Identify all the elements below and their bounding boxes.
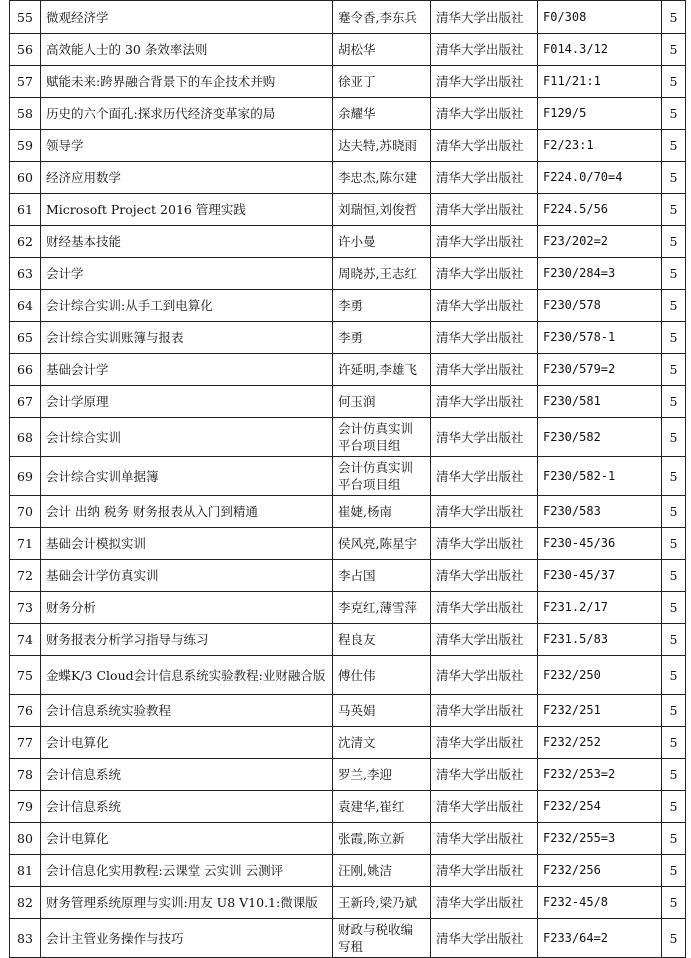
quantity: 5 bbox=[662, 919, 686, 958]
quantity: 5 bbox=[662, 66, 686, 98]
row-number: 63 bbox=[10, 258, 41, 290]
book-author: 李克红,薄雪萍 bbox=[333, 592, 431, 624]
book-title: 会计综合实训账簿与报表 bbox=[41, 322, 333, 354]
table-row bbox=[10, 386, 686, 418]
quantity: 5 bbox=[662, 162, 686, 194]
call-number: F129/5 bbox=[538, 98, 662, 130]
row-number: 66 bbox=[10, 354, 41, 386]
row-number: 56 bbox=[10, 34, 41, 66]
book-author: 李占国 bbox=[333, 560, 431, 592]
book-publisher: 清华大学出版社 bbox=[431, 66, 538, 98]
table-row bbox=[10, 258, 686, 290]
book-title: 财经基本技能 bbox=[41, 226, 333, 258]
table-row bbox=[10, 624, 686, 656]
quantity: 5 bbox=[662, 592, 686, 624]
quantity: 5 bbox=[662, 887, 686, 919]
book-publisher: 清华大学出版社 bbox=[431, 791, 538, 823]
quantity: 5 bbox=[662, 727, 686, 759]
book-title: 会计学原理 bbox=[41, 386, 333, 418]
book-author: 马英娟 bbox=[333, 695, 431, 727]
book-publisher: 清华大学出版社 bbox=[431, 855, 538, 887]
table-row bbox=[10, 290, 686, 322]
table-row bbox=[10, 855, 686, 887]
book-author: 傅仕伟 bbox=[333, 656, 431, 695]
quantity: 5 bbox=[662, 258, 686, 290]
row-number: 69 bbox=[10, 457, 41, 496]
row-number: 67 bbox=[10, 386, 41, 418]
table-row bbox=[10, 496, 686, 528]
quantity: 5 bbox=[662, 418, 686, 457]
quantity: 5 bbox=[662, 624, 686, 656]
row-number: 83 bbox=[10, 919, 41, 958]
call-number: F230/582-1 bbox=[538, 457, 662, 496]
table-row bbox=[10, 560, 686, 592]
table-row bbox=[10, 130, 686, 162]
quantity: 5 bbox=[662, 290, 686, 322]
call-number: F0/308 bbox=[538, 1, 662, 34]
book-author: 刘瑞恒,刘俊哲 bbox=[333, 194, 431, 226]
table-row bbox=[10, 528, 686, 560]
quantity: 5 bbox=[662, 528, 686, 560]
book-author: 程良友 bbox=[333, 624, 431, 656]
book-author: 许延明,李雄飞 bbox=[333, 354, 431, 386]
book-title: 会计信息系统 bbox=[41, 759, 333, 791]
call-number: F230/582 bbox=[538, 418, 662, 457]
row-number: 60 bbox=[10, 162, 41, 194]
table-row bbox=[10, 695, 686, 727]
book-title: Microsoft Project 2016 管理实践 bbox=[41, 194, 333, 226]
book-publisher: 清华大学出版社 bbox=[431, 624, 538, 656]
quantity: 5 bbox=[662, 354, 686, 386]
row-number: 61 bbox=[10, 194, 41, 226]
table-row bbox=[10, 823, 686, 855]
book-author: 王新玲,梁乃斌 bbox=[333, 887, 431, 919]
table-row bbox=[10, 727, 686, 759]
book-title: 金蝶K/3 Cloud会计信息系统实验教程:业财融合版 bbox=[41, 656, 333, 695]
row-number: 64 bbox=[10, 290, 41, 322]
row-number: 77 bbox=[10, 727, 41, 759]
quantity: 5 bbox=[662, 823, 686, 855]
call-number: F224.0/70=4 bbox=[538, 162, 662, 194]
table-row bbox=[10, 354, 686, 386]
book-author: 李勇 bbox=[333, 322, 431, 354]
row-number: 62 bbox=[10, 226, 41, 258]
table-row bbox=[10, 592, 686, 624]
row-number: 74 bbox=[10, 624, 41, 656]
row-number: 57 bbox=[10, 66, 41, 98]
book-publisher: 清华大学出版社 bbox=[431, 457, 538, 496]
call-number: F231.5/83 bbox=[538, 624, 662, 656]
book-author: 蹇令香,李东兵 bbox=[333, 1, 431, 34]
quantity: 5 bbox=[662, 226, 686, 258]
row-number: 58 bbox=[10, 98, 41, 130]
book-title: 领导学 bbox=[41, 130, 333, 162]
book-author: 汪刚,姚洁 bbox=[333, 855, 431, 887]
row-number: 70 bbox=[10, 496, 41, 528]
book-author: 李忠杰,陈尔建 bbox=[333, 162, 431, 194]
book-publisher: 清华大学出版社 bbox=[431, 130, 538, 162]
call-number: F232/253=2 bbox=[538, 759, 662, 791]
row-number: 73 bbox=[10, 592, 41, 624]
row-number: 55 bbox=[10, 1, 41, 34]
row-number: 68 bbox=[10, 418, 41, 457]
book-publisher: 清华大学出版社 bbox=[431, 656, 538, 695]
book-author: 侯风亮,陈星宇 bbox=[333, 528, 431, 560]
table-row bbox=[10, 656, 686, 695]
call-number: F230/284=3 bbox=[538, 258, 662, 290]
book-title: 会计信息系统实验教程 bbox=[41, 695, 333, 727]
quantity: 5 bbox=[662, 855, 686, 887]
table-row bbox=[10, 887, 686, 919]
book-title: 会计综合实训:从手工到电算化 bbox=[41, 290, 333, 322]
book-title: 会计 出纳 税务 财务报表从入门到精通 bbox=[41, 496, 333, 528]
table-row bbox=[10, 34, 686, 66]
row-number: 82 bbox=[10, 887, 41, 919]
book-title: 会计电算化 bbox=[41, 823, 333, 855]
book-author: 余耀华 bbox=[333, 98, 431, 130]
book-author: 周晓苏,王志红 bbox=[333, 258, 431, 290]
book-author: 张霞,陈立新 bbox=[333, 823, 431, 855]
book-author: 何玉润 bbox=[333, 386, 431, 418]
book-publisher: 清华大学出版社 bbox=[431, 418, 538, 457]
book-title: 财务分析 bbox=[41, 592, 333, 624]
book-publisher: 清华大学出版社 bbox=[431, 592, 538, 624]
book-title: 微观经济学 bbox=[41, 1, 333, 34]
call-number: F232/255=3 bbox=[538, 823, 662, 855]
book-title: 历史的六个面孔:探求历代经济变革家的局 bbox=[41, 98, 333, 130]
book-publisher: 清华大学出版社 bbox=[431, 290, 538, 322]
book-title: 赋能未来:跨界融合背景下的车企技术并购 bbox=[41, 66, 333, 98]
row-number: 78 bbox=[10, 759, 41, 791]
book-publisher: 清华大学出版社 bbox=[431, 98, 538, 130]
table-row bbox=[10, 1, 686, 34]
book-publisher: 清华大学出版社 bbox=[431, 226, 538, 258]
quantity: 5 bbox=[662, 386, 686, 418]
book-publisher: 清华大学出版社 bbox=[431, 258, 538, 290]
table-row bbox=[10, 98, 686, 130]
book-title: 会计学 bbox=[41, 258, 333, 290]
call-number: F23/202=2 bbox=[538, 226, 662, 258]
book-author: 会计仿真实训平台项目组 bbox=[333, 418, 431, 457]
book-title: 会计电算化 bbox=[41, 727, 333, 759]
book-title: 会计主管业务操作与技巧 bbox=[41, 919, 333, 958]
row-number: 81 bbox=[10, 855, 41, 887]
book-author: 沈清文 bbox=[333, 727, 431, 759]
book-author: 徐亚丁 bbox=[333, 66, 431, 98]
call-number: F11/21:1 bbox=[538, 66, 662, 98]
book-publisher: 清华大学出版社 bbox=[431, 194, 538, 226]
call-number: F230/578 bbox=[538, 290, 662, 322]
book-publisher: 清华大学出版社 bbox=[431, 496, 538, 528]
table-row bbox=[10, 162, 686, 194]
book-title: 经济应用数学 bbox=[41, 162, 333, 194]
book-publisher: 清华大学出版社 bbox=[431, 162, 538, 194]
table-row bbox=[10, 457, 686, 496]
book-publisher: 清华大学出版社 bbox=[431, 695, 538, 727]
book-publisher: 清华大学出版社 bbox=[431, 759, 538, 791]
quantity: 5 bbox=[662, 34, 686, 66]
book-publisher: 清华大学出版社 bbox=[431, 354, 538, 386]
row-number: 71 bbox=[10, 528, 41, 560]
book-author: 财政与税收编写租 bbox=[333, 919, 431, 958]
book-title: 基础会计模拟实训 bbox=[41, 528, 333, 560]
book-title: 基础会计学仿真实训 bbox=[41, 560, 333, 592]
book-title: 会计综合实训单据簿 bbox=[41, 457, 333, 496]
row-number: 65 bbox=[10, 322, 41, 354]
book-title: 基础会计学 bbox=[41, 354, 333, 386]
row-number: 79 bbox=[10, 791, 41, 823]
book-publisher: 清华大学出版社 bbox=[431, 34, 538, 66]
quantity: 5 bbox=[662, 560, 686, 592]
quantity: 5 bbox=[662, 98, 686, 130]
row-number: 59 bbox=[10, 130, 41, 162]
call-number: F232/254 bbox=[538, 791, 662, 823]
book-author: 袁建华,崔红 bbox=[333, 791, 431, 823]
call-number: F232-45/8 bbox=[538, 887, 662, 919]
book-publisher: 清华大学出版社 bbox=[431, 919, 538, 958]
call-number: F014.3/12 bbox=[538, 34, 662, 66]
book-list-table bbox=[9, 0, 686, 958]
book-author: 许小曼 bbox=[333, 226, 431, 258]
book-title: 会计综合实训 bbox=[41, 418, 333, 457]
quantity: 5 bbox=[662, 322, 686, 354]
call-number: F232/251 bbox=[538, 695, 662, 727]
book-list-body bbox=[10, 1, 686, 958]
call-number: F230-45/37 bbox=[538, 560, 662, 592]
call-number: F230-45/36 bbox=[538, 528, 662, 560]
table-row bbox=[10, 66, 686, 98]
book-author: 罗兰,李迎 bbox=[333, 759, 431, 791]
table-row bbox=[10, 919, 686, 958]
book-title: 财务报表分析学习指导与练习 bbox=[41, 624, 333, 656]
book-author: 崔婕,杨南 bbox=[333, 496, 431, 528]
call-number: F2/23:1 bbox=[538, 130, 662, 162]
book-publisher: 清华大学出版社 bbox=[431, 528, 538, 560]
book-publisher: 清华大学出版社 bbox=[431, 823, 538, 855]
book-title: 高效能人士的 30 条效率法则 bbox=[41, 34, 333, 66]
row-number: 75 bbox=[10, 656, 41, 695]
quantity: 5 bbox=[662, 194, 686, 226]
table-row bbox=[10, 759, 686, 791]
book-publisher: 清华大学出版社 bbox=[431, 386, 538, 418]
row-number: 72 bbox=[10, 560, 41, 592]
book-title: 会计信息系统 bbox=[41, 791, 333, 823]
book-title: 会计信息化实用教程:云课堂 云实训 云测评 bbox=[41, 855, 333, 887]
row-number: 80 bbox=[10, 823, 41, 855]
call-number: F230/579=2 bbox=[538, 354, 662, 386]
book-publisher: 清华大学出版社 bbox=[431, 560, 538, 592]
table-row bbox=[10, 418, 686, 457]
book-publisher: 清华大学出版社 bbox=[431, 322, 538, 354]
call-number: F230/581 bbox=[538, 386, 662, 418]
table-row bbox=[10, 194, 686, 226]
quantity: 5 bbox=[662, 496, 686, 528]
table-row bbox=[10, 791, 686, 823]
call-number: F230/578-1 bbox=[538, 322, 662, 354]
table-row bbox=[10, 322, 686, 354]
book-author: 李勇 bbox=[333, 290, 431, 322]
table-row bbox=[10, 226, 686, 258]
call-number: F232/250 bbox=[538, 656, 662, 695]
row-number: 76 bbox=[10, 695, 41, 727]
book-author: 会计仿真实训平台项目组 bbox=[333, 457, 431, 496]
book-publisher: 清华大学出版社 bbox=[431, 727, 538, 759]
call-number: F224.5/56 bbox=[538, 194, 662, 226]
quantity: 5 bbox=[662, 130, 686, 162]
book-publisher: 清华大学出版社 bbox=[431, 887, 538, 919]
call-number: F232/256 bbox=[538, 855, 662, 887]
call-number: F232/252 bbox=[538, 727, 662, 759]
quantity: 5 bbox=[662, 759, 686, 791]
quantity: 5 bbox=[662, 656, 686, 695]
call-number: F230/583 bbox=[538, 496, 662, 528]
quantity: 5 bbox=[662, 695, 686, 727]
quantity: 5 bbox=[662, 457, 686, 496]
book-author: 胡松华 bbox=[333, 34, 431, 66]
book-title: 财务管理系统原理与实训:用友 U8 V10.1:微课版 bbox=[41, 887, 333, 919]
call-number: F233/64=2 bbox=[538, 919, 662, 958]
book-publisher: 清华大学出版社 bbox=[431, 1, 538, 34]
book-list-sheet bbox=[9, 0, 685, 958]
quantity: 5 bbox=[662, 1, 686, 34]
book-author: 达夫特,苏晓雨 bbox=[333, 130, 431, 162]
quantity: 5 bbox=[662, 791, 686, 823]
call-number: F231.2/17 bbox=[538, 592, 662, 624]
